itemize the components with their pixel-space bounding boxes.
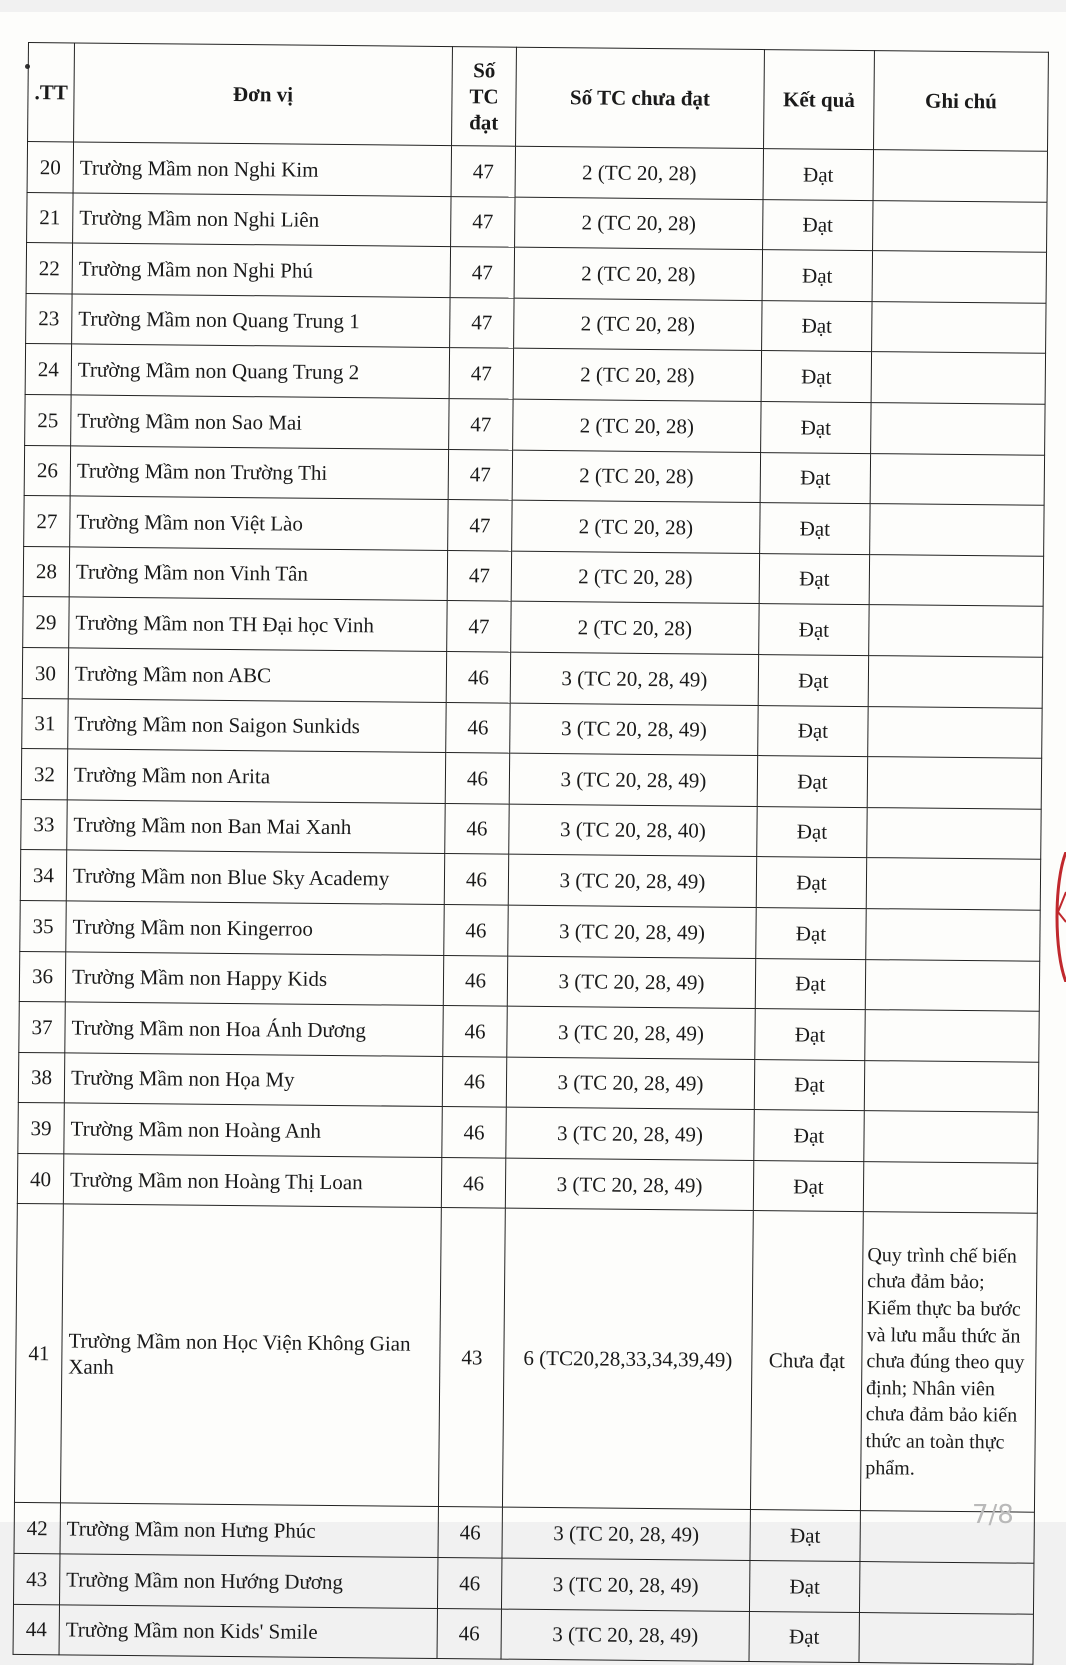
results-table-wrapper — [13, 42, 1048, 1665]
cell-ghi-chu — [859, 1612, 1033, 1664]
cell-ket-qua: Đạt — [757, 756, 867, 808]
cell-don-vi: Trường Mầm non Hoa Ánh Dương — [65, 1002, 443, 1056]
cell-don-vi: Trường Mầm non Nghi Phú — [72, 243, 450, 297]
cell-ghi-chu — [864, 1060, 1038, 1112]
cell-so-tc-dat: 47 — [447, 550, 511, 601]
cell-ket-qua: Đạt — [750, 1510, 860, 1562]
cell-ket-qua: Đạt — [754, 1110, 864, 1162]
cell-ket-qua: Đạt — [762, 300, 872, 352]
cell-tt: 35 — [20, 900, 66, 951]
cell-ghi-chu — [870, 504, 1044, 556]
cell-so-tc-chua-dat: 3 (TC 20, 28, 49) — [509, 753, 757, 806]
cell-so-tc-chua-dat: 3 (TC 20, 28, 49) — [505, 1158, 753, 1211]
cell-so-tc-dat: 46 — [438, 1507, 502, 1558]
cell-ghi-chu — [865, 1010, 1039, 1062]
cell-ket-qua: Đạt — [758, 654, 868, 706]
header-so-tc-chua-dat: Số TC chưa đạt — [516, 47, 765, 148]
cell-ket-qua: Đạt — [761, 351, 871, 403]
cell-tt: 27 — [24, 496, 70, 547]
cell-so-tc-dat: 46 — [443, 955, 507, 1006]
cell-ghi-chu — [866, 858, 1040, 910]
cell-ket-qua: Đạt — [756, 907, 866, 959]
table-row — [13, 1604, 1033, 1664]
cell-don-vi: Trường Mầm non Quang Trung 1 — [72, 294, 450, 348]
cell-don-vi: Trường Mầm non Kids' Smile — [59, 1605, 437, 1659]
cell-so-tc-chua-dat: 3 (TC 20, 28, 49) — [507, 1006, 755, 1059]
cell-tt: 30 — [22, 647, 68, 698]
cell-tt: 29 — [23, 597, 69, 648]
cell-ket-qua: Đạt — [753, 1160, 863, 1212]
cell-tt: 26 — [24, 445, 70, 496]
cell-ket-qua: Đạt — [754, 1059, 864, 1111]
cell-don-vi: Trường Mầm non Kingerroo — [66, 901, 444, 955]
cell-ghi-chu — [865, 959, 1039, 1011]
cell-so-tc-dat: 46 — [442, 1056, 506, 1107]
cell-so-tc-dat: 47 — [450, 247, 514, 298]
cell-so-tc-dat: 46 — [437, 1558, 501, 1609]
cell-don-vi: Trường Mầm non Họa My — [64, 1053, 442, 1107]
cell-so-tc-dat: 47 — [448, 500, 512, 551]
cell-ghi-chu — [867, 757, 1041, 809]
cell-so-tc-dat: 43 — [438, 1208, 505, 1508]
cell-don-vi: Trường Mầm non Việt Lào — [70, 496, 448, 550]
cell-so-tc-dat: 46 — [444, 854, 508, 905]
cell-tt: 44 — [13, 1604, 59, 1655]
cell-don-vi: Trường Mầm non Ban Mai Xanh — [67, 800, 445, 854]
cell-ghi-chu — [868, 706, 1042, 758]
cell-don-vi: Trường Mầm non Vinh Tân — [69, 547, 447, 601]
cell-ket-qua: Đạt — [756, 857, 866, 909]
cell-tt: 31 — [22, 698, 68, 749]
cell-tt: 34 — [20, 850, 66, 901]
cell-don-vi: Trường Mầm non Hướng Dương — [60, 1554, 438, 1608]
cell-so-tc-dat: 46 — [443, 1006, 507, 1057]
cell-ghi-chu — [863, 1161, 1037, 1213]
cell-so-tc-dat: 46 — [444, 904, 508, 955]
cell-so-tc-chua-dat: 2 (TC 20, 28) — [513, 349, 761, 402]
cell-tt: 25 — [25, 394, 71, 445]
cell-tt: 33 — [21, 799, 67, 850]
cell-tt: 28 — [23, 546, 69, 597]
cell-so-tc-chua-dat: 6 (TC20,28,33,34,39,49) — [502, 1209, 753, 1510]
cell-ghi-chu — [871, 352, 1045, 404]
cell-so-tc-chua-dat: 3 (TC 20, 28, 49) — [506, 1107, 754, 1160]
cell-don-vi: Trường Mầm non Học Viện Không Gian Xanh — [60, 1204, 441, 1507]
cell-ket-qua: Đạt — [757, 806, 867, 858]
cell-don-vi: Trường Mầm non Blue Sky Academy — [66, 850, 444, 904]
cell-ghi-chu — [872, 301, 1046, 353]
cell-so-tc-chua-dat: 3 (TC 20, 28, 49) — [508, 854, 756, 907]
header-ghi-chu: Ghi chú — [874, 51, 1049, 152]
cell-ket-qua: Đạt — [759, 604, 869, 656]
red-stamp-edge — [1052, 852, 1066, 982]
cell-so-tc-chua-dat: 2 (TC 20, 28) — [514, 298, 762, 351]
cell-tt: 39 — [18, 1103, 64, 1154]
cell-so-tc-chua-dat: 2 (TC 20, 28) — [512, 500, 760, 553]
cell-ket-qua: Đạt — [761, 402, 871, 454]
cell-tt: 43 — [14, 1553, 60, 1604]
header-row — [28, 43, 1049, 152]
header-don-vi: Đơn vị — [74, 43, 453, 146]
cell-don-vi: Trường Mầm non ABC — [68, 648, 446, 702]
cell-tt: 40 — [17, 1153, 63, 1204]
cell-tt: 20 — [27, 142, 73, 193]
cell-so-tc-chua-dat: 2 (TC 20, 28) — [511, 551, 759, 604]
cell-so-tc-dat: 47 — [449, 399, 513, 450]
cell-so-tc-chua-dat: 2 (TC 20, 28) — [515, 197, 763, 250]
cell-tt: 22 — [26, 243, 72, 294]
cell-so-tc-dat: 47 — [449, 348, 513, 399]
cell-don-vi: Trường Mầm non Nghi Liên — [73, 193, 451, 247]
cell-so-tc-dat: 47 — [448, 449, 512, 500]
cell-don-vi: Trường Mầm non Hoàng Anh — [64, 1103, 442, 1157]
cell-ghi-chu — [873, 150, 1047, 202]
cell-don-vi: Trường Mầm non Hoàng Thị Loan — [63, 1154, 441, 1208]
cell-so-tc-chua-dat: 2 (TC 20, 28) — [515, 146, 763, 199]
cell-don-vi: Trường Mầm non Sao Mai — [71, 395, 449, 449]
cell-ghi-chu — [869, 605, 1043, 657]
cell-so-tc-chua-dat: 3 (TC 20, 28, 49) — [507, 956, 755, 1009]
cell-ghi-chu — [870, 453, 1044, 505]
cell-so-tc-dat: 47 — [450, 297, 514, 348]
cell-so-tc-dat: 47 — [451, 146, 515, 197]
cell-so-tc-chua-dat: 3 (TC 20, 28, 49) — [501, 1609, 749, 1662]
cell-ghi-chu — [871, 403, 1045, 455]
cell-so-tc-chua-dat: 2 (TC 20, 28) — [512, 450, 760, 503]
cell-ghi-chu — [864, 1111, 1038, 1163]
cell-tt: 24 — [25, 344, 71, 395]
cell-ket-qua: Đạt — [762, 250, 872, 302]
cell-don-vi: Trường Mầm non Hưng Phúc — [60, 1503, 438, 1557]
cell-ghi-chu — [872, 251, 1046, 303]
cell-ket-qua: Đạt — [758, 705, 868, 757]
cell-don-vi: Trường Mầm non Quang Trung 2 — [71, 344, 449, 398]
cell-tt: 41 — [14, 1204, 63, 1503]
cell-ghi-chu — [866, 908, 1040, 960]
cell-tt: 38 — [18, 1052, 64, 1103]
cell-ket-qua: Đạt — [763, 199, 873, 251]
cell-so-tc-chua-dat: 3 (TC 20, 28, 49) — [508, 905, 756, 958]
cell-tt: 37 — [19, 1002, 65, 1053]
cell-so-tc-dat: 46 — [437, 1608, 501, 1659]
header-so-tc-dat: Số TC đạt — [452, 47, 517, 147]
cell-so-tc-chua-dat: 2 (TC 20, 28) — [513, 399, 761, 452]
cell-so-tc-chua-dat: 3 (TC 20, 28, 49) — [506, 1057, 754, 1110]
document-page — [0, 12, 1066, 1649]
cell-so-tc-dat: 46 — [442, 1107, 506, 1158]
cell-so-tc-dat: 46 — [445, 753, 509, 804]
cell-ghi-chu — [868, 656, 1042, 708]
cell-don-vi: Trường Mầm non Trường Thi — [70, 445, 448, 499]
cell-so-tc-chua-dat: 3 (TC 20, 28, 49) — [502, 1508, 750, 1561]
cell-so-tc-dat: 46 — [446, 702, 510, 753]
cell-ket-qua: Đạt — [760, 503, 870, 555]
cell-ghi-chu — [873, 200, 1047, 252]
cell-so-tc-dat: 46 — [445, 803, 509, 854]
cell-ghi-chu — [867, 807, 1041, 859]
header-ket-qua: Kết quả — [764, 50, 875, 150]
cell-ghi-chu: Quy trình chế biến chưa đảm bảo; Kiểm thực ba bước và lưu mẫu thức ăn chưa đúng theo quy định; Nhân viên chưa đảm bảo kiến thức an toàn thực phẩm. — [860, 1212, 1037, 1513]
header-tt: .TT — [28, 43, 75, 142]
cell-so-tc-dat: 46 — [446, 651, 510, 702]
cell-so-tc-chua-dat: 3 (TC 20, 28, 49) — [501, 1558, 749, 1611]
cell-don-vi: Trường Mầm non Happy Kids — [65, 951, 443, 1005]
cell-tt: 42 — [14, 1503, 60, 1554]
cell-tt: 23 — [26, 293, 72, 344]
cell-ghi-chu — [859, 1562, 1033, 1614]
cell-tt: 36 — [19, 951, 65, 1002]
cell-ket-qua: Đạt — [760, 452, 870, 504]
cell-ket-qua: Đạt — [763, 149, 873, 201]
cell-so-tc-dat: 46 — [441, 1157, 505, 1208]
cell-ket-qua: Đạt — [749, 1561, 859, 1613]
page-indicator: 7/8 — [972, 1500, 1014, 1530]
cell-so-tc-chua-dat: 2 (TC 20, 28) — [514, 247, 762, 300]
cell-don-vi: Trường Mầm non Saigon Sunkids — [68, 698, 446, 752]
cell-so-tc-dat: 47 — [451, 196, 515, 247]
cell-so-tc-chua-dat: 3 (TC 20, 28, 40) — [509, 804, 757, 857]
cell-tt: 32 — [21, 749, 67, 800]
cell-don-vi: Trường Mầm non TH Đại học Vinh — [69, 597, 447, 651]
table-row — [14, 1204, 1037, 1513]
cell-don-vi: Trường Mầm non Arita — [67, 749, 445, 803]
cell-ghi-chu — [869, 554, 1043, 606]
cell-ket-qua: Đạt — [755, 1009, 865, 1061]
cell-ket-qua: Đạt — [749, 1611, 859, 1663]
cell-so-tc-chua-dat: 2 (TC 20, 28) — [511, 602, 759, 655]
cell-so-tc-chua-dat: 3 (TC 20, 28, 49) — [510, 703, 758, 756]
results-table — [13, 42, 1049, 1665]
cell-ket-qua: Đạt — [755, 958, 865, 1010]
cell-don-vi: Trường Mầm non Nghi Kim — [73, 142, 451, 196]
cell-tt: 21 — [27, 192, 73, 243]
cell-so-tc-chua-dat: 3 (TC 20, 28, 49) — [510, 652, 758, 705]
cell-so-tc-dat: 47 — [447, 601, 511, 652]
table-body — [13, 142, 1047, 1665]
cell-ket-qua: Chưa đạt — [750, 1211, 863, 1511]
cell-ket-qua: Đạt — [759, 553, 869, 605]
